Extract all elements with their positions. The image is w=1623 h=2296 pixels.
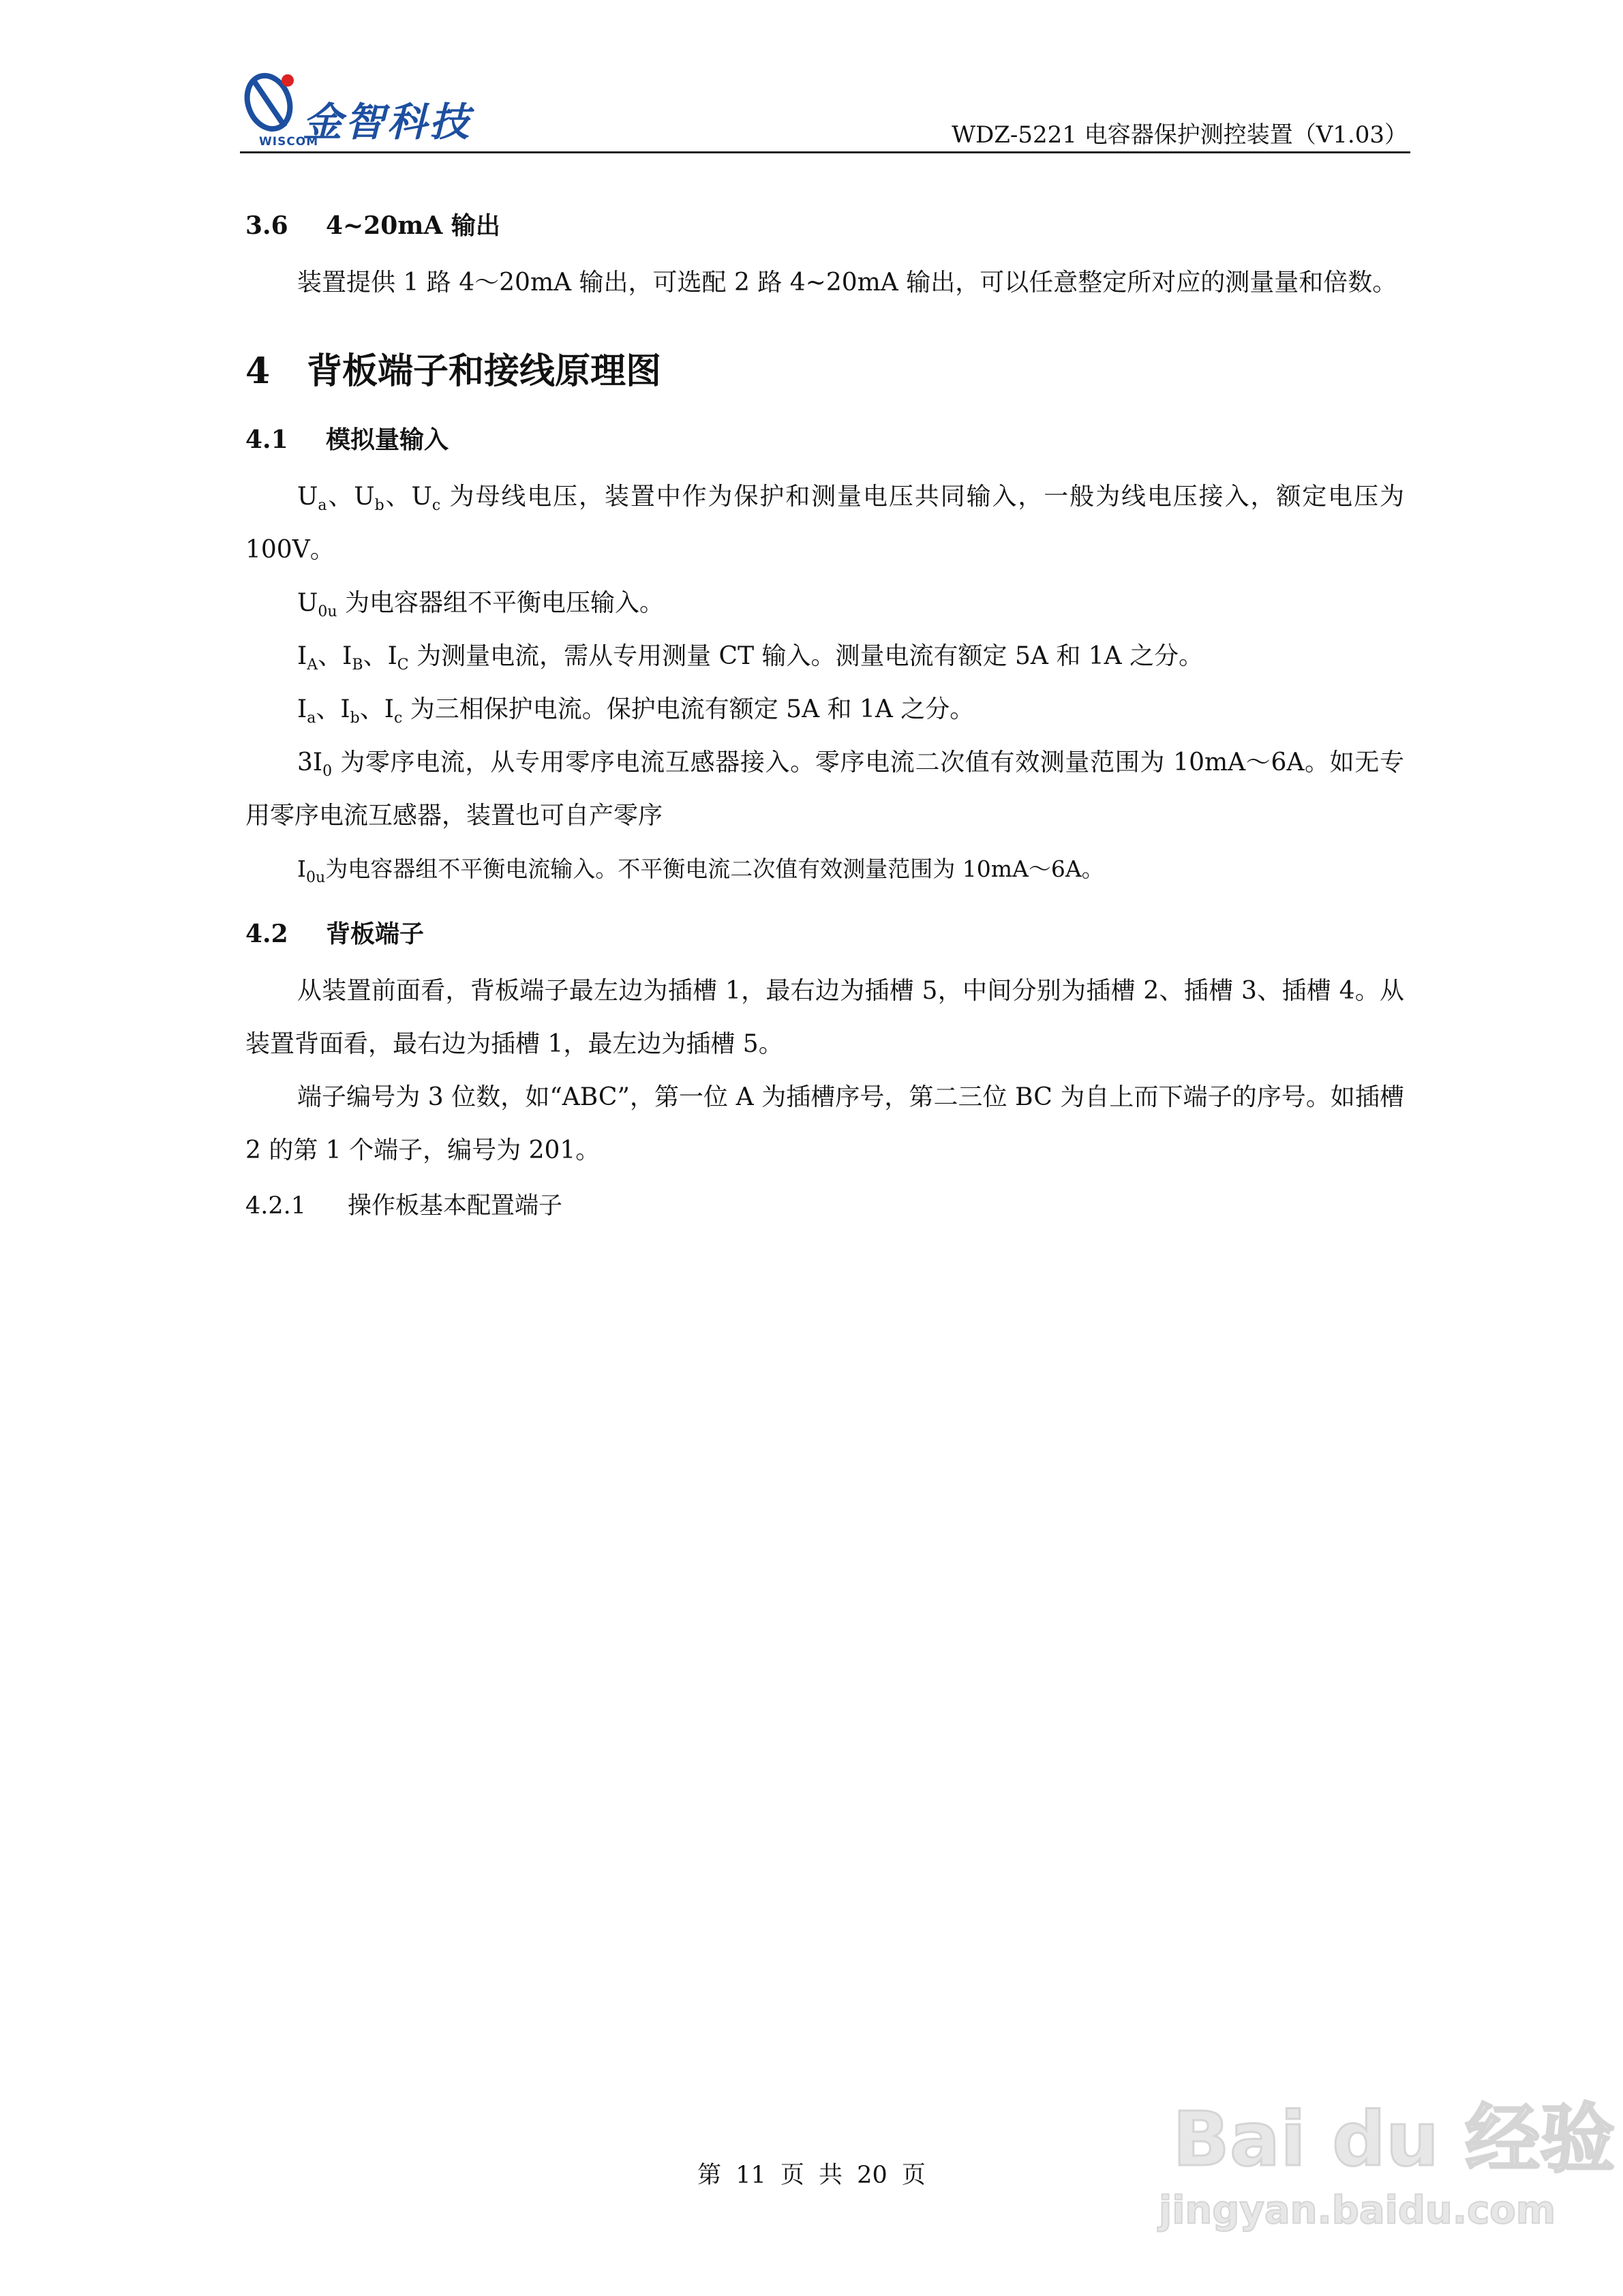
voltage-input-paragraph: $U_a$、$U_b$、$U_c$ 为母线电压，装置中作为保护和测量电压共同输入，一般为线电压接入，额定电压为 100V。: [245, 483, 1404, 564]
logo-emblem-icon: [240, 67, 301, 142]
logo-name: 金智科技: [303, 99, 472, 145]
watermark-brand: Bai du 经验: [1172, 2096, 1616, 2183]
section-3-6-paragraph: 装置提供 1 路 4～20mA 输出，可选配 2 路 4~20mA 输出，可以任意整定所对应的测量量和倍数。: [297, 269, 1397, 297]
section-3-6-heading: 3.6 4~20mA 输出: [245, 211, 500, 240]
page-footer: 第 11 页 共 20 页: [697, 2162, 926, 2189]
section-4-1-heading: 4.1 模拟量输入: [245, 425, 449, 454]
chapter-4-heading: 4 背板端子和接线原理图: [245, 350, 662, 392]
logo-subtitle: WISCOM: [259, 135, 319, 149]
measurement-current-paragraph: $I_A$、$I_B$、$I_C$ 为测量电流，需从专用测量 CT 输入。测量电流有额定 5A 和 1A 之分。: [297, 642, 1204, 674]
company-logo: [240, 67, 492, 155]
document-title: WDZ-5221 电容器保护测控装置（V1.03）: [952, 121, 1408, 149]
unbalanced-voltage-paragraph: $U_{0u}$ 为电容器组不平衡电压输入。: [297, 589, 664, 620]
section-4-2-heading: 4.2 背板端子: [245, 920, 425, 948]
page-content: [245, 187, 1404, 1230]
zero-sequence-paragraph: $3I_0$ 为零序电流，从专用零序电流互感器接入。零序电流二次值有效测量范围为 10mA～6A。如无专用零序电流互感器，装置也可自产零序: [245, 749, 1404, 830]
watermark-url: jingyan.baidu.com: [1159, 2188, 1556, 2233]
protection-current-paragraph: $I_a$、$I_b$、$I_c$ 为三相保护电流。保护电流有额定 5A 和 1A 之分。: [297, 695, 975, 727]
baidu-watermark: [1132, 2066, 1616, 2256]
slot-layout-paragraph: 从装置前面看，背板端子最左边为插槽 1，最右边为插槽 5，中间分别为插槽 2、插槽 3、插槽 4。从装置背面看，最右边为插槽 1，最左边为插槽 5。: [245, 977, 1404, 1058]
unbalanced-current-paragraph: $I_{0u}$为电容器组不平衡电流输入。不平衡电流二次值有效测量范围为 10mA～6A。: [297, 856, 1104, 886]
header-divider: [240, 151, 1410, 153]
terminal-numbering-paragraph: 端子编号为 3 位数，如“ABC”，第一位 A 为插槽序号，第二三位 BC 为自上而下端子的序号。如插槽 2 的第 1 个端子，编号为 201。: [245, 1083, 1404, 1164]
section-4-2-1-heading: 4.2.1 操作板基本配置端子: [245, 1192, 563, 1220]
